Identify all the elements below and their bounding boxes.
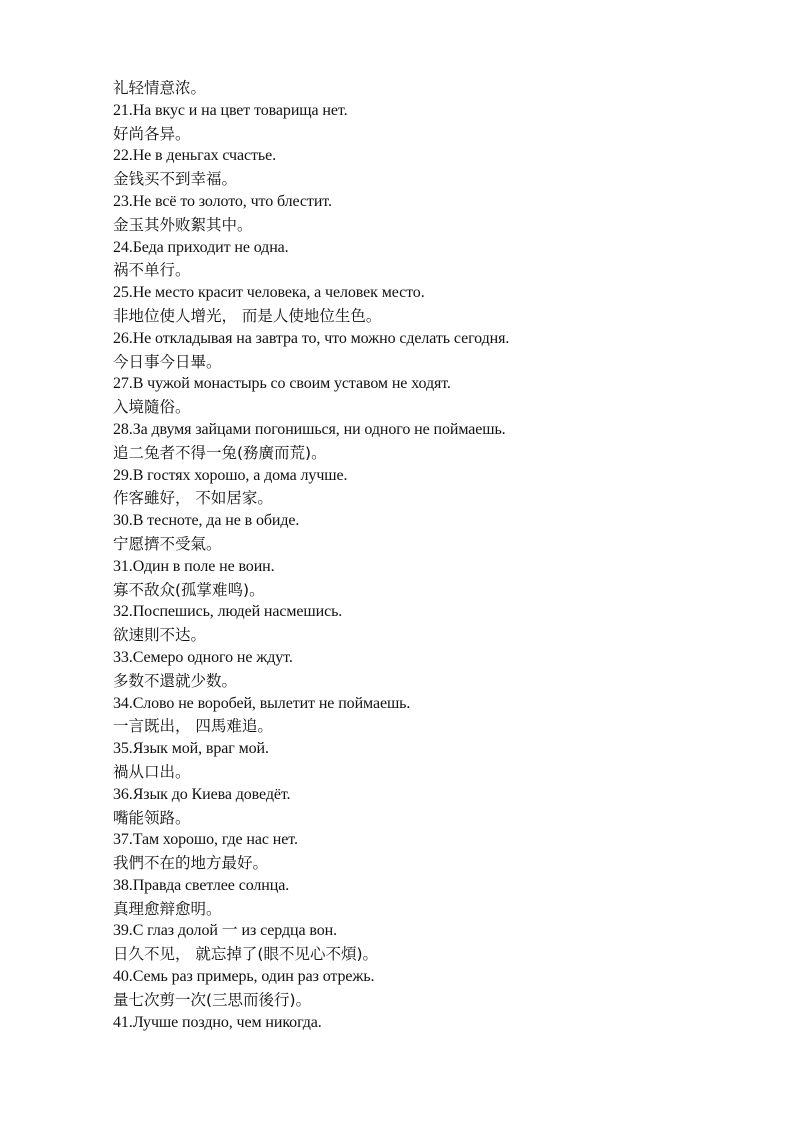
text-line: 入境隨俗。 (113, 398, 191, 417)
text-line: 作客雖好， 不如居家。 (113, 489, 273, 508)
text-line: 27.В чужой монастырь со своим уставом не ходят. (113, 375, 451, 393)
text-line: 29.В гостях хорошо, а дома лучше. (113, 466, 348, 484)
text-line: 38.Правда светлее солнца. (113, 876, 290, 894)
text-line: 金玉其外败絮其中。 (113, 215, 253, 234)
text-line: 禍从口出。 (113, 762, 191, 781)
text-line: 真理愈辩愈明。 (113, 899, 222, 918)
text-line: 28.За двумя зайцами погонишься, ни одного не поймаешь. (113, 420, 506, 438)
text-line: 21.На вкус и на цвет товарища нет. (113, 101, 348, 119)
text-line: 23.Не всё то золото, что блестит. (113, 192, 332, 210)
text-line: 一言既出， 四馬难追。 (113, 717, 273, 736)
text-line: 寡不敌众(孤掌难鸣)。 (113, 580, 265, 599)
text-line: 祸不单行。 (113, 261, 191, 280)
text-line: 25.Не место красит человека, а человек место. (113, 284, 425, 302)
text-line: 31.Один в поле не воин. (113, 557, 275, 575)
text-line: 40.Семь раз примерь, один раз отрежь. (113, 968, 375, 986)
text-line: 26.Не откладывая на завтра то, что можно сделать сегодня. (113, 329, 510, 347)
text-line: 41.Лучше поздно, чем никогда. (113, 1013, 322, 1031)
text-line: 39.С глаз долой 一 из сердца вон. (113, 922, 337, 940)
text-line: 32.Поспешись, людей насмешись. (113, 603, 343, 621)
text-line: 好尚各异。 (113, 124, 191, 143)
text-line: 多数不還就少数。 (113, 671, 238, 690)
text-line: 34.Слово не воробей, вылетит не поймаешь. (113, 694, 411, 712)
text-line: 宁愿擠不受氣。 (113, 534, 222, 553)
text-line: 嘴能领路。 (113, 808, 191, 827)
text-line: 非地位使人增光， 而是人使地位生色。 (113, 306, 382, 325)
text-line: 22.Не в деньгах счастье. (113, 147, 276, 165)
text-line: 30.В тесноте, да не в обиде. (113, 512, 300, 530)
text-line: 36.Язык до Киева доведёт. (113, 785, 291, 803)
text-line: 追二兔者不得一兔(務廣而荒)。 (113, 443, 327, 462)
proverb-list (113, 77, 713, 1034)
text-line: 我們不在的地方最好。 (113, 854, 269, 873)
text-line: 欲速則不达。 (113, 626, 207, 645)
text-line: 量七次剪一次(三思而後行)。 (113, 990, 312, 1009)
text-line: 礼轻情意浓。 (113, 79, 207, 97)
text-line: 今日事今日畢。 (113, 352, 222, 371)
text-line: 35.Язык мой, враг мой. (113, 740, 269, 758)
text-line: 日久不见， 就忘掉了(眼不见心不煩)。 (113, 945, 379, 964)
text-line: 33.Семеро одного не ждут. (113, 648, 293, 666)
text-line: 37.Там хорошо, где нас нет. (113, 831, 298, 849)
text-line: 24.Беда приходит не одна. (113, 238, 289, 256)
text-line: 金钱买不到幸福。 (113, 170, 238, 189)
